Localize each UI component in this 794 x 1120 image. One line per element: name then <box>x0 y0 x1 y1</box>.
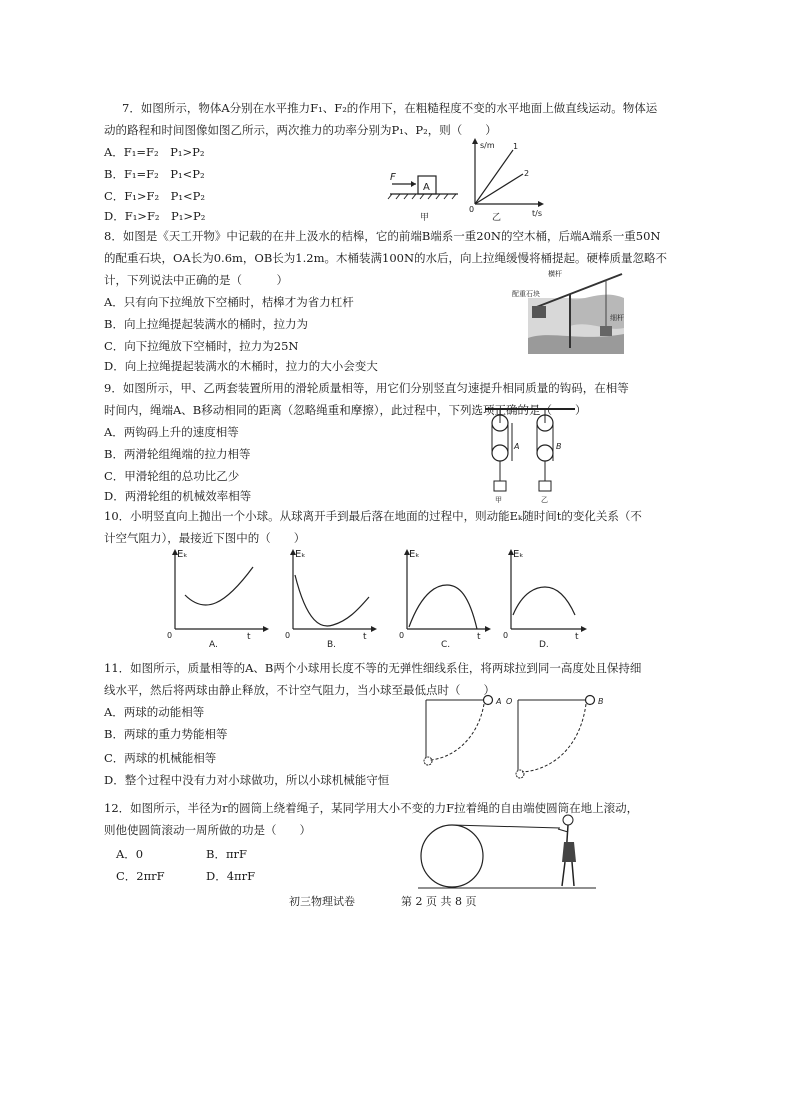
q12-option-c: C．2πrF <box>116 869 165 883</box>
q12-stem-line2: 则他使圆筒滚动一周所做的功是（ ） <box>104 823 311 837</box>
ball-b-label: B <box>598 697 604 706</box>
rope <box>452 825 560 828</box>
q11-option-c: C．两球的机械能相等 <box>104 751 217 765</box>
pole-label: 细杆 <box>610 314 624 322</box>
graph-c <box>399 549 491 650</box>
graph-a-ylabel: Eₖ <box>177 549 188 560</box>
q12-figure-cylinder <box>418 812 598 892</box>
graph-a-xlabel: t <box>247 632 251 642</box>
q12-option-d: D．4πrF <box>206 869 256 883</box>
q10-graphs <box>165 545 595 655</box>
q7-yi-caption: 乙 <box>492 213 502 223</box>
curve-d <box>513 587 575 615</box>
q11-figure-pendulums <box>418 692 608 784</box>
t-axis-label: t/s <box>532 209 542 218</box>
pendulum-b <box>506 696 604 779</box>
end-a-label: A <box>514 442 520 451</box>
graph-c-origin: 0 <box>399 631 405 640</box>
graph-a-caption: A. <box>209 640 218 650</box>
q11-option-b: B．两球的重力势能相等 <box>104 727 228 741</box>
q7-stem-line1: 7．如图所示，物体A分别在水平推力F₁、F₂的作用下，在粗糙程度不变的水平地面上做直线运动。物体运 <box>122 101 658 115</box>
graph-d-xlabel: t <box>575 632 579 642</box>
q9-yi-caption: 乙 <box>541 496 548 504</box>
cylinder <box>421 825 483 887</box>
q12-option-a: A．0 <box>116 847 144 861</box>
graph-b-ylabel: Eₖ <box>295 549 306 560</box>
q7-option-a: A．F₁=F₂ P₁>P₂ <box>104 145 205 159</box>
pulley-set-jia <box>492 409 519 504</box>
pulley-set-yi <box>537 409 562 504</box>
curve-c <box>409 585 477 629</box>
q9-option-b: B．两滑轮组绳端的拉力相等 <box>104 447 251 461</box>
graph-c-ylabel: Eₖ <box>409 549 420 560</box>
graph-a <box>167 549 269 650</box>
line-1-label: 1 <box>513 142 519 151</box>
counterweight-label: 配重石块 <box>512 290 540 298</box>
graph-a-origin: 0 <box>167 631 173 640</box>
q7-option-c: C．F₁>F₂ P₁<P₂ <box>104 189 205 203</box>
q11-stem-line1: 11．如图所示，质量相等的A、B两个小球用长度不等的无弹性细线系住，将两球拉到同一高度处且保持细 <box>104 661 642 675</box>
q7-option-b: B．F₁=F₂ P₁<P₂ <box>104 167 205 181</box>
pendulum-a <box>424 696 501 766</box>
q8-option-a: A．只有向下拉绳放下空桶时，桔槔才为省力杠杆 <box>104 295 354 309</box>
q8-option-b: B．向上拉绳提起装满水的桶时，拉力为 <box>104 317 308 331</box>
graph-c-xlabel: t <box>477 632 481 642</box>
end-b-label: B <box>556 442 562 451</box>
line-2 <box>475 174 523 204</box>
q9-jia-caption: 甲 <box>495 496 502 504</box>
footer-page-number: 第 2 页 共 8 页 <box>401 895 477 908</box>
q11-option-a: A．两球的动能相等 <box>104 705 205 719</box>
graph-d-caption: D. <box>539 640 549 650</box>
q7-stem-line2: 动的路程和时间图像如图乙所示，两次推力的功率分别为P₁、P₂，则（ ） <box>104 123 497 137</box>
q9-option-d: D．两滑轮组的机械效率相等 <box>104 489 252 503</box>
line-1 <box>475 150 513 204</box>
q10-stem-line1: 10．小明竖直向上抛出一个小球。从球离开手到最后落在地面的过程中，则动能Eₖ随时间t的变化关系（不 <box>104 509 642 523</box>
ball-b <box>586 696 595 705</box>
curve-b <box>295 575 369 626</box>
q9-figure-pulleys <box>480 405 580 505</box>
q8-stem-line3: 计，下列说法中正确的是（ ） <box>104 273 288 287</box>
q9-option-c: C．甲滑轮组的总功比乙少 <box>104 469 240 483</box>
q9-option-a: A．两钩码上升的速度相等 <box>104 425 239 439</box>
graph-b <box>285 549 377 650</box>
line-2-label: 2 <box>524 169 530 178</box>
pivot-o-label: O <box>506 697 513 706</box>
q10-stem-line2: 计空气阻力），最接近下图中的（ ） <box>104 531 306 545</box>
q7-figure <box>380 136 580 226</box>
ball-a <box>484 696 493 705</box>
footer-exam-title: 初三物理试卷 <box>289 895 355 908</box>
ball-a-label: A <box>496 697 502 706</box>
q8-stem-line2: 的配重石块，OA长为0.6m，OB长为1.2m。木桶装满100N的水后，向上拉绳缓慢将桶提起。硬棒质量忽略不 <box>104 251 668 265</box>
graph-d-origin: 0 <box>503 631 509 640</box>
q8-option-c: C．向下拉绳放下空桶时，拉力为25N <box>104 339 299 353</box>
graph-d-ylabel: Eₖ <box>513 549 524 560</box>
graph-c-caption: C. <box>441 640 451 650</box>
counterweight-stone <box>532 306 546 318</box>
origin-label: 0 <box>469 205 475 214</box>
graph-d <box>503 549 587 650</box>
q7-figure-jia <box>388 172 458 223</box>
graph-b-xlabel: t <box>363 632 367 642</box>
q11-stem-line2: 线水平，然后将两球由静止释放，不计空气阻力，当小球至最低点时（ ） <box>104 683 495 697</box>
q7-option-d: D．F₁>F₂ P₁>P₂ <box>104 209 206 223</box>
s-axis-label: s/m <box>480 141 495 150</box>
graph-b-caption: B. <box>327 640 337 650</box>
student-figure <box>558 815 576 886</box>
q7-jia-caption: 甲 <box>420 213 430 223</box>
graph-b-origin: 0 <box>285 631 291 640</box>
q12-stem-line1: 12．如图所示，半径为r的圆筒上绕着绳子，某同学用大小不变的力F拉着绳的自由端使圆筒在地上滚动， <box>104 801 639 815</box>
q7-figure-yi <box>469 138 544 223</box>
block-a-label: A <box>423 182 430 193</box>
q8-figure-well-sweep <box>510 268 630 360</box>
beam-label: 横杆 <box>548 270 562 278</box>
q8-option-d: D．向上拉绳提起装满水的木桶时，拉力的大小会变大 <box>104 359 378 373</box>
q12-option-b: B．πrF <box>206 847 247 861</box>
q9-stem-line2: 时间内，绳端A、B移动相同的距离（忽略绳重和摩擦），此过程中，下列选项正确的是（ ） <box>104 403 587 417</box>
force-label: F <box>390 172 396 183</box>
q11-option-d: D．整个过程中没有力对小球做功，所以小球机械能守恒 <box>104 773 390 787</box>
q8-stem-line1: 8．如图是《天工开物》中记载的在井上汲水的桔槔，它的前端B端系一重20N的空木桶，后端A端系一重50N <box>104 229 661 243</box>
q9-stem-line1: 9．如图所示，甲、乙两套装置所用的滑轮质量相等，用它们分别竖直匀速提升相同质量的钩码，在相等 <box>104 381 629 395</box>
curve-a <box>185 567 253 605</box>
